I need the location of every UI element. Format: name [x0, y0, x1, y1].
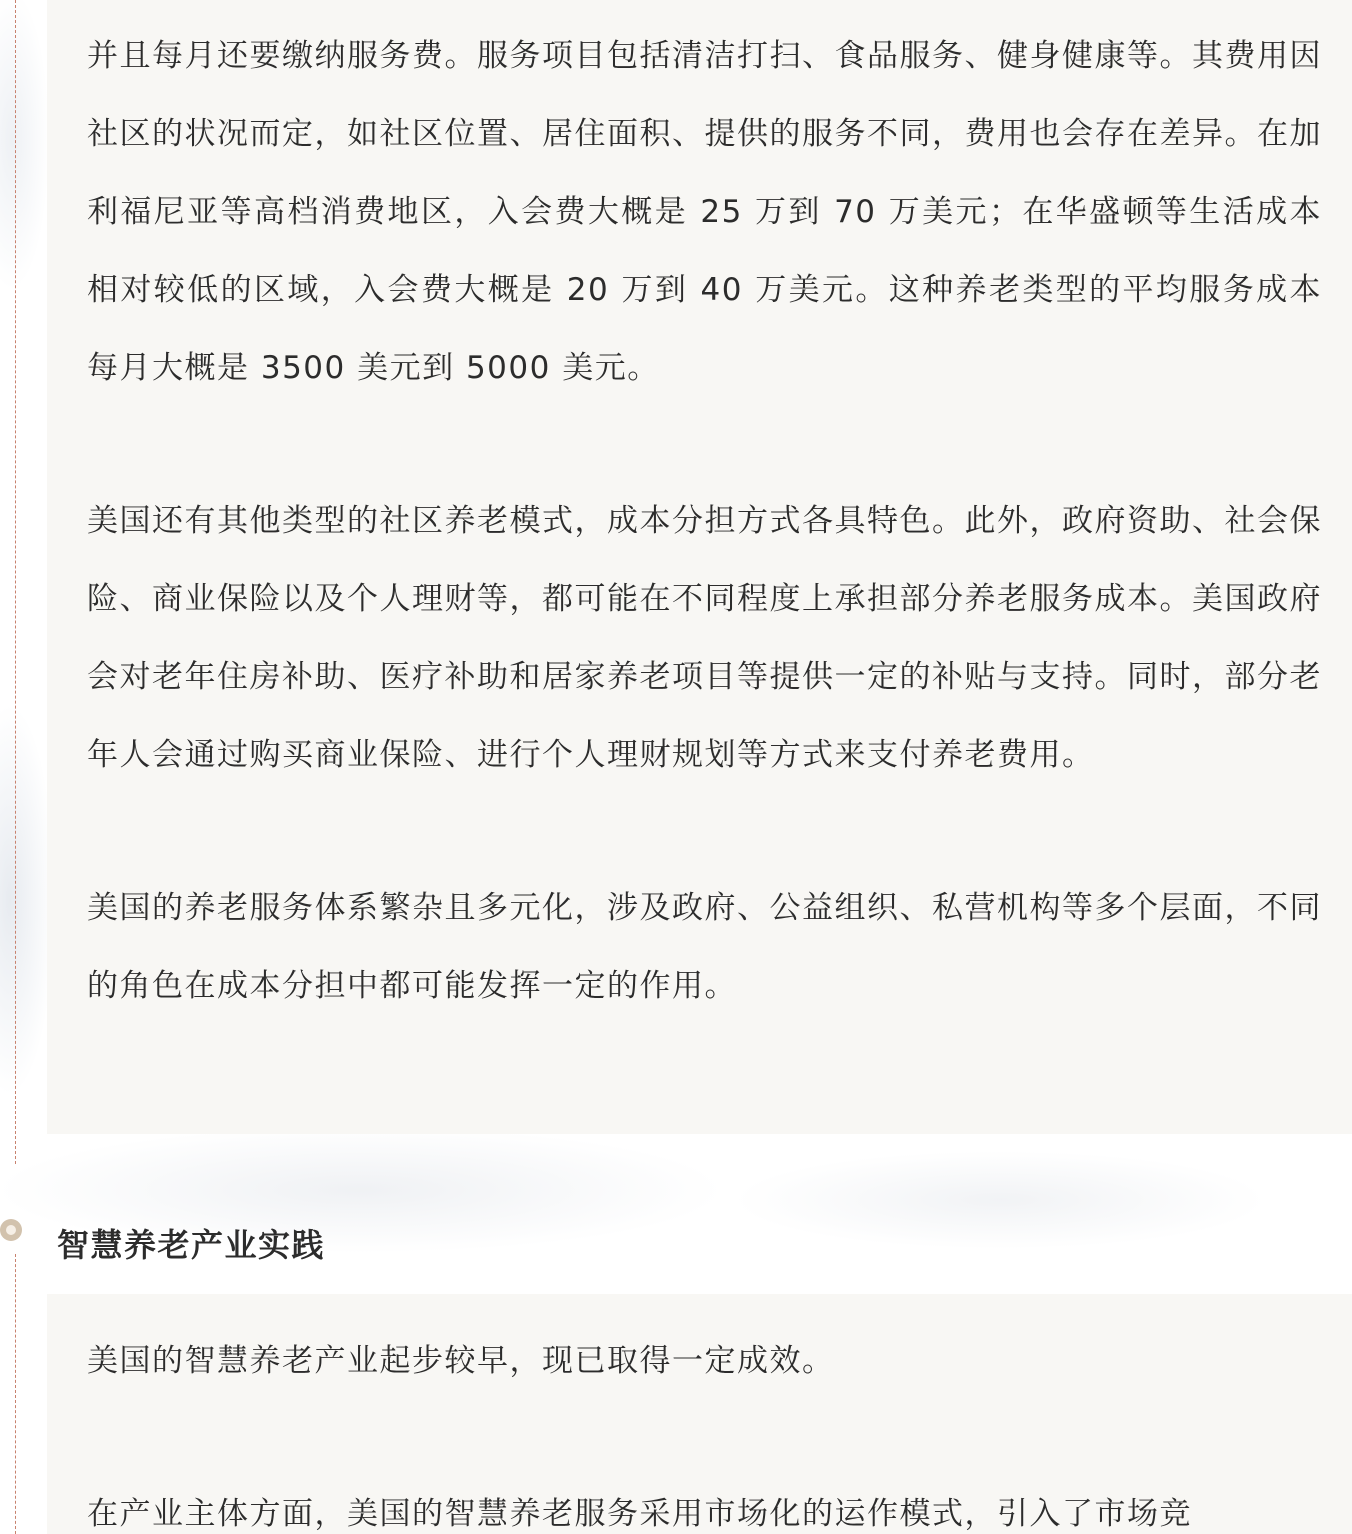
paragraph: 在产业主体方面，美国的智慧养老服务采用市场化的运作模式，引入了市场竞: [87, 1496, 1192, 1532]
timeline-dot-icon: [0, 1219, 22, 1241]
section-title: 智慧养老产业实践: [57, 1226, 326, 1264]
paragraph: 美国的智慧养老产业起步较早，现已取得一定成效。: [87, 1343, 835, 1379]
content-card: [47, 1294, 1352, 1534]
content-card: [47, 0, 1352, 1134]
paragraph: 美国还有其他类型的社区养老模式，成本分担方式各具特色。此外，政府资助、社会保险、商业保险以及个人理财等，都可能在不同程度上承担部分养老服务成本。美国政府会对老年住房补助、医疗补助和居家养老项目等提供一定的补贴与支持。同时，部分老年人会通过购买商业保险、进行个人理财规划等方式来支付养老费用。: [87, 503, 1322, 773]
timeline-dashed-line: [15, 0, 16, 1164]
paragraph: 美国的养老服务体系繁杂且多元化，涉及政府、公益组织、私营机构等多个层面，不同的角色在成本分担中都可能发挥一定的作用。: [87, 890, 1322, 1004]
paragraph: 并且每月还要缴纳服务费。服务项目包括清洁打扫、食品服务、健身健康等。其费用因社区的状况而定，如社区位置、居住面积、提供的服务不同，费用也会存在差异。在加利福尼亚等高档消费地区，入会费大概是 25 万到 70 万美元；在华盛顿等生活成本相对较低的区域，入会费大概是 20 万到 40 万美元。这种养老类型的平均服务成本每月大概是 3500 美元到 5000 美元。: [87, 38, 1322, 386]
timeline-dashed-line: [15, 1254, 16, 1534]
